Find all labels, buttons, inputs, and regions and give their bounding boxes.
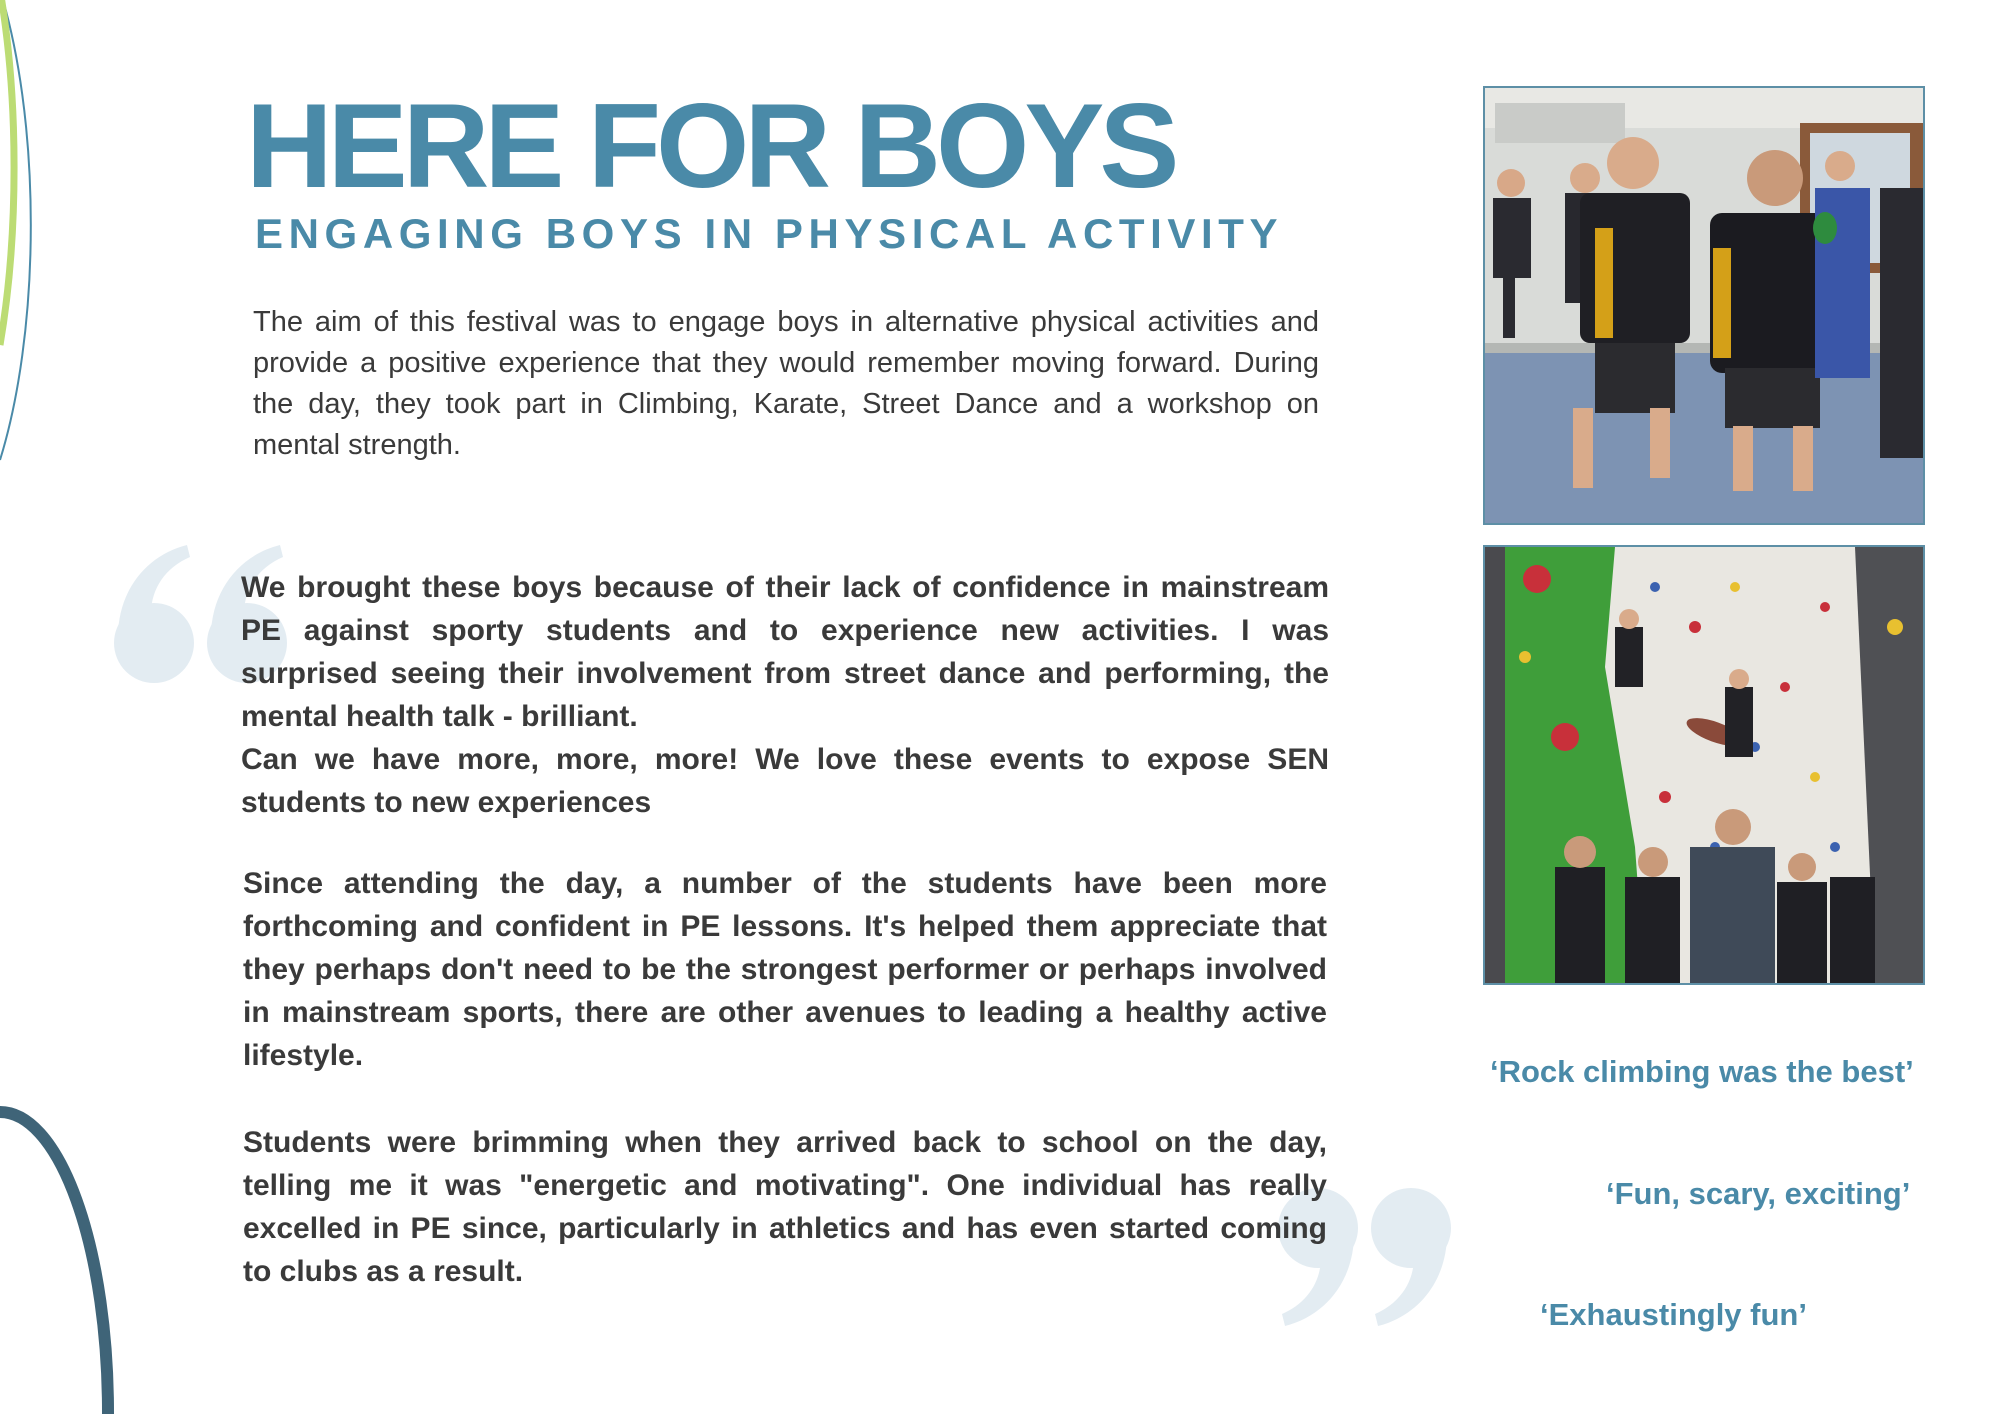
student-quote: ‘Rock climbing was the best’ xyxy=(1490,1054,1914,1089)
intro-paragraph: The aim of this festival was to engage boys in alternative physical activities and provide a positive experience that they would remember moving forward. During the day, they took part in Climbing, Karate, Street Dance and a workshop on mental strength. xyxy=(253,306,1319,461)
testimonial-1 xyxy=(241,566,1329,824)
student-quote: ‘Exhaustingly fun’ xyxy=(1540,1297,1807,1332)
karate-photo xyxy=(1483,86,1925,525)
testimonial-paragraph: We brought these boys because of their lack of confidence in mainstream PE against sporty students and to experience new activities. I was surprised seeing their involvement from street dance and performing, the mental health talk - brilliant. xyxy=(241,571,1329,733)
page-subtitle: ENGAGING BOYS IN PHYSICAL ACTIVITY xyxy=(255,210,1284,257)
testimonial-paragraph: Can we have more, more, more! We love these events to expose SEN students to new experiences xyxy=(241,743,1329,819)
testimonial-paragraph: Students were brimming when they arrived back to school on the day, telling me it was "energetic and motivating". One individual has really excelled in PE since, particularly in athletics and has even started coming to clubs as a result. xyxy=(243,1126,1327,1288)
testimonial-3 xyxy=(243,1121,1327,1293)
page-title: HERE FOR BOYS xyxy=(246,79,1175,213)
climbing-photo xyxy=(1483,545,1925,985)
lime-arc xyxy=(0,0,14,345)
dark-teal-arc xyxy=(0,1112,108,1414)
student-quote: ‘Fun, scary, exciting’ xyxy=(1606,1176,1911,1211)
testimonial-2 xyxy=(243,862,1327,1077)
testimonial-paragraph: Since attending the day, a number of the students have been more forthcoming and confident in PE lessons. It's helped them appreciate that they perhaps don't need to be the strongest performer or perhaps involved in mainstream sports, there are other avenues to leading a healthy active lifestyle. xyxy=(243,867,1327,1072)
